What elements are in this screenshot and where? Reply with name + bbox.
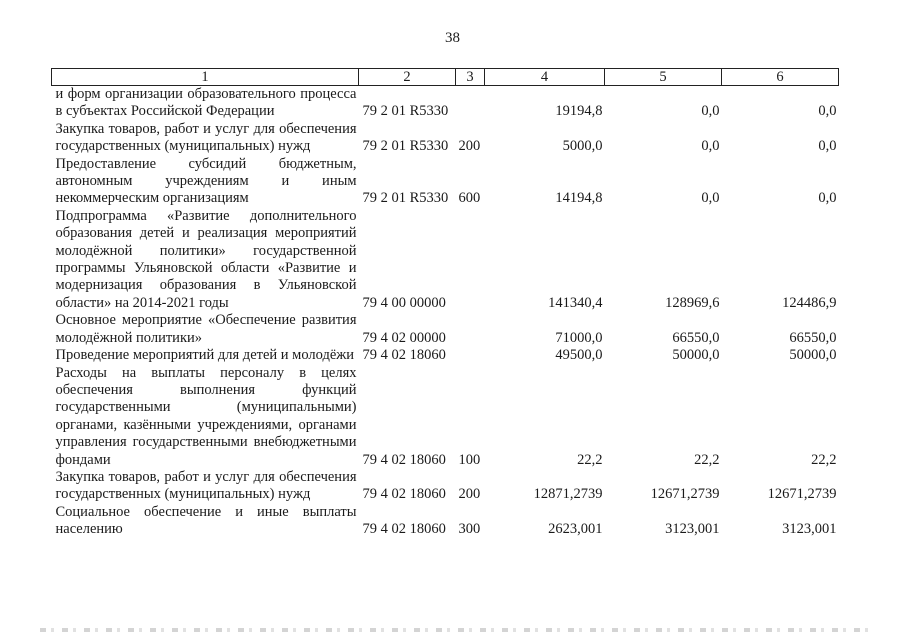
table-row — [52, 347, 839, 364]
row-value-cell: 0,0 — [701, 103, 720, 120]
row-name-cell: Закупка товаров, работ и услуг для обеспечения государственных (муниципальных) нужд — [55, 468, 357, 503]
column-header: 6 — [722, 69, 839, 86]
row-kind-cell — [456, 208, 485, 312]
row-name-cell: Предоставление субсидий бюджетным, автономным учреждениям и иным некоммерческим организациям — [55, 155, 357, 207]
row-value-cell: 66550,0 — [672, 329, 720, 346]
row-name-cell: Расходы на выплаты персоналу в целях обеспечения выполнения функций государственными (муниципальными) органами, казёнными учреждениями, органами управления государственными внебюджетными фондами — [55, 364, 357, 468]
row-code-cell: 79 4 02 18060 — [362, 347, 446, 364]
row-value-cell: 14194,8 — [555, 190, 603, 207]
row-value-cell: 0,0 — [701, 190, 720, 207]
row-code-cell: 79 2 01 R5330 — [362, 138, 449, 155]
table-row — [52, 365, 839, 469]
row-value-cell: 141340,4 — [548, 294, 603, 311]
row-value-cell: 66550,0 — [789, 329, 837, 346]
table-row — [52, 469, 839, 504]
row-kind-cell — [456, 312, 485, 347]
row-value-cell: 12871,2739 — [533, 486, 603, 503]
row-value-cell: 2623,001 — [548, 521, 603, 538]
row-value-cell: 128969,6 — [665, 294, 720, 311]
row-name-cell: Социальное обеспечение и иные выплаты населению — [55, 503, 357, 538]
column-header: 1 — [52, 69, 359, 86]
row-value-cell: 50000,0 — [789, 347, 837, 364]
row-name-cell: и форм организации образовательного процесса в субъектах Российской Федерации — [55, 86, 357, 120]
row-value-cell: 71000,0 — [555, 329, 603, 346]
page-number: 38 — [445, 30, 460, 46]
row-name-cell: Основное мероприятие «Обеспечение развития молодёжной политики» — [55, 312, 357, 346]
row-value-cell: 22,2 — [811, 451, 837, 468]
budget-table — [51, 68, 839, 539]
row-code-cell: 79 2 01 R5330 — [362, 103, 449, 120]
row-value-cell: 12671,2739 — [767, 486, 837, 503]
row-value-cell: 12671,2739 — [650, 486, 720, 503]
table-row — [52, 86, 839, 121]
table-row — [52, 156, 839, 208]
row-kind-cell — [456, 347, 485, 364]
row-name-cell: Подпрограмма «Развитие дополнительного образования детей и реализация мероприятий молодёжной политики» государственной программы Ульяновской области «Развитие и модернизация образования в Ульяновской области» на 2014-2021 годы — [55, 207, 357, 311]
row-value-cell: 124486,9 — [782, 294, 837, 311]
row-value-cell: 0,0 — [818, 138, 837, 155]
column-header: 5 — [605, 69, 722, 86]
row-code-cell: 79 4 02 18060 — [362, 486, 446, 503]
row-value-cell: 22,2 — [577, 451, 603, 468]
row-value-cell: 3123,001 — [665, 521, 720, 538]
row-code-cell: 79 4 02 00000 — [362, 329, 446, 346]
row-kind-cell — [456, 86, 485, 121]
table-row — [52, 208, 839, 312]
row-value-cell: 22,2 — [694, 451, 720, 468]
row-kind-cell: 200 — [458, 138, 481, 155]
row-kind-cell: 100 — [458, 451, 481, 468]
row-kind-cell: 300 — [458, 521, 481, 538]
row-value-cell: 0,0 — [818, 103, 837, 120]
column-header: 3 — [456, 69, 485, 86]
table-header-row — [52, 69, 839, 86]
row-value-cell: 0,0 — [818, 190, 837, 207]
table-row — [52, 312, 839, 347]
table-row — [52, 121, 839, 156]
row-code-cell: 79 4 00 00000 — [362, 294, 446, 311]
row-value-cell: 5000,0 — [562, 138, 603, 155]
column-header: 4 — [485, 69, 605, 86]
row-name-cell: Проведение мероприятий для детей и молодёжи — [55, 347, 355, 364]
row-value-cell: 49500,0 — [555, 347, 603, 364]
row-value-cell: 0,0 — [701, 138, 720, 155]
row-value-cell: 19194,8 — [555, 103, 603, 120]
row-name-cell: Закупка товаров, работ и услуг для обеспечения государственных (муниципальных) нужд — [55, 120, 357, 155]
row-value-cell: 3123,001 — [782, 521, 837, 538]
column-header: 2 — [359, 69, 456, 86]
table-row — [52, 504, 839, 539]
row-code-cell: 79 4 02 18060 — [362, 451, 446, 468]
scan-artifact — [40, 628, 870, 632]
row-code-cell: 79 4 02 18060 — [362, 521, 446, 538]
row-kind-cell: 200 — [458, 486, 481, 503]
row-code-cell: 79 2 01 R5330 — [362, 190, 449, 207]
row-value-cell: 50000,0 — [672, 347, 720, 364]
row-kind-cell: 600 — [458, 190, 481, 207]
